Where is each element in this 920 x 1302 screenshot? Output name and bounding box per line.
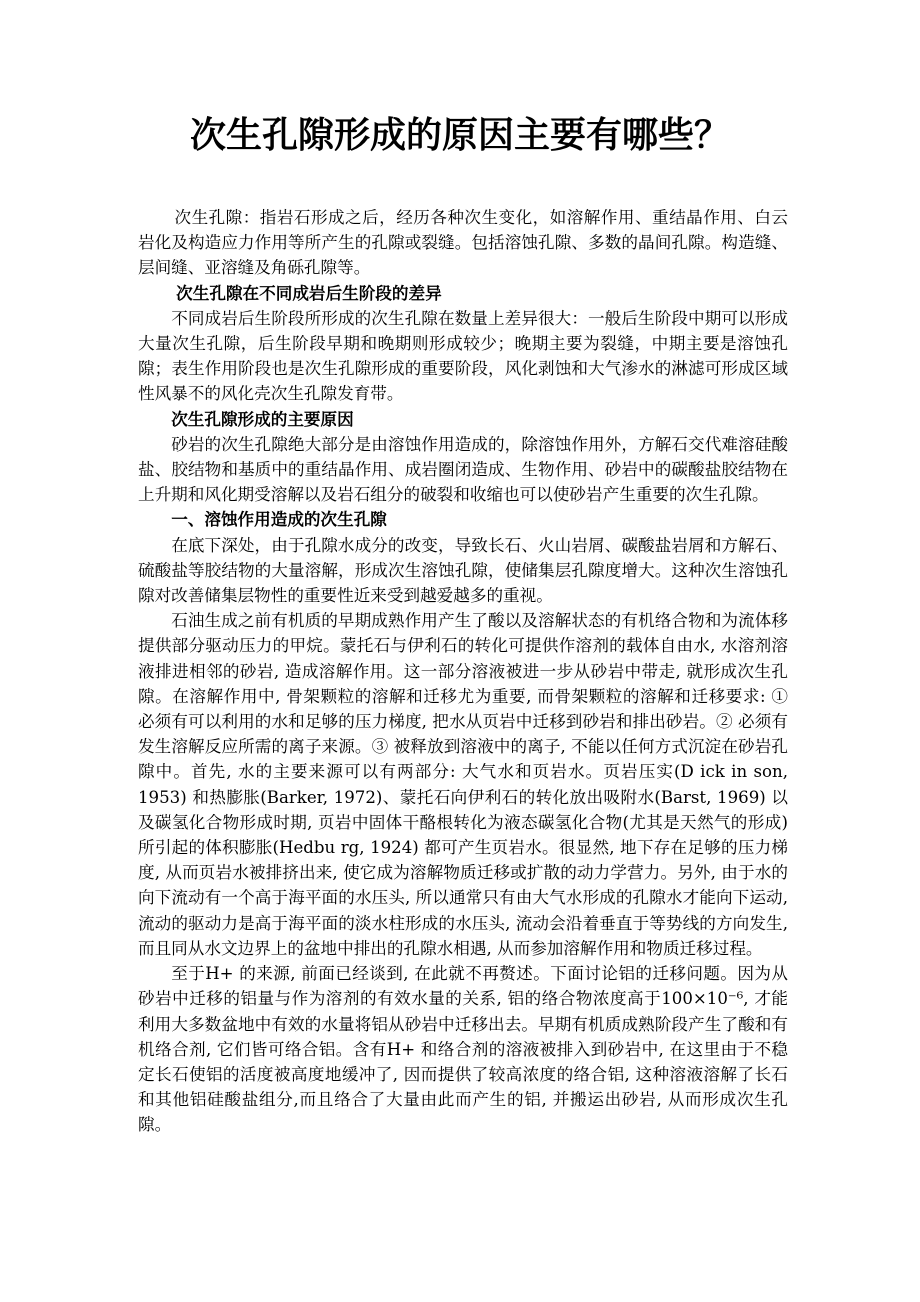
- document-body: [138, 205, 788, 1138]
- paragraph-dissolution-2: 石油生成之前有机质的早期成熟作用产生了酸以及溶解状态的有机络合物和为流体移提供部分驱动压力的甲烷。蒙托石与伊利石的转化可提供作溶剂的载体自由水, 水溶剂溶液排进相邻的砂岩, 造成溶解作用。这一部分溶液被进一步从砂岩中带走, 就形成次生孔隙。在溶解作用中, 骨架颗粒的溶解和迁移尤为重要, 而骨架颗粒的溶解和迁移要求: ① 必须有可以利用的水和足够的压力梯度, 把水从页岩中迁移到砂岩和排出砂岩。② 必须有发生溶解反应所需的离子来源。③ 被释放到溶液中的离子, 不能以任何方式沉淀在砂岩孔隙中。首先, 水的主要来源可以有两部分: 大气水和页岩水。页岩压实(D ick in son, 1953) 和热膨胀(Barker, 1972)、蒙托石向伊利石的转化放出吸附水(Barst, 1969) 以及碳氢化合物形成时期, 页岩中固体干酪根转化为液态碳氢化合物(尤其是天然气的形成) 所引起的体积膨胀(Hedbu rg, 1924) 都可产生页岩水。很显然, 地下存在足够的压力梯度, 从而页岩水被排挤出来, 使它成为溶解物质迁移或扩散的动力学营力。另外, 由于水的向下流动有一个高于海平面的水压头, 所以通常只有由大气水形成的孔隙水才能向下运动, 流动的驱动力是高于海平面的淡水柱形成的水压头, 流动会沿着垂直于等势线的方向发生, 而且同从水文边界上的盆地中排出的孔隙水相遇, 从而参加溶解作用和物质迁移过程。: [138, 611, 788, 958]
- section-heading-dissolution: 一、溶蚀作用造成的次生孔隙: [171, 510, 387, 530]
- page-title: 次生孔隙形成的原因主要有哪些？: [189, 115, 730, 156]
- paragraph-stage-differences: 不同成岩后生阶段所形成的次生孔隙在数量上差异很大：一般后生阶段中期可以形成大量次生孔隙，后生阶段早期和晚期则形成较少；晚期主要为裂缝，中期主要是溶蚀孔隙；表生作用阶段也是次生孔隙形成的重要阶段，风化剥蚀和大气渗水的淋滤可形成区域性风暴不的风化壳次生孔隙发育带。: [138, 308, 788, 404]
- paragraph-main-causes: 砂岩的次生孔隙绝大部分是由溶蚀作用造成的，除溶蚀作用外，方解石交代难溶硅酸盐、胶结物和基质中的重结晶作用、成岩圈闭造成、生物作用、砂岩中的碳酸盐胶结物在上升期和风化期受溶解以及岩石组分的破裂和收缩也可以使砂岩产生重要的次生孔隙。: [138, 434, 788, 505]
- section-heading-main-causes: 次生孔隙形成的主要原因: [171, 409, 354, 429]
- section-heading-stage-differences: 次生孔隙在不同成岩后生阶段的差异: [176, 283, 442, 303]
- paragraph-dissolution-3: 至于H+ 的来源, 前面已经谈到, 在此就不再赘述。下面讨论铝的迁移问题。因为从砂岩中迁移的铝量与作为溶剂的有效水量的关系, 铝的络合物浓度高于100×10⁻⁶, 才能利用大多数盆地中有效的水量将铝从砂岩中迁移出去。早期有机质成熟阶段产生了酸和有机络合剂, 它们皆可络合铝。含有H+ 和络合剂的溶液被排入到砂岩中, 在这里由于不稳定长石使铝的活度被高度地缓冲了, 因而提供了较高浓度的络合铝, 这种溶液溶解了长石和其他铝硅酸盐组分,而且络合了大量由此而产生的铝, 并搬运出砂岩, 从而形成次生孔隙。: [138, 964, 788, 1135]
- paragraph-dissolution-1: 在底下深处，由于孔隙水成分的改变，导致长石、火山岩屑、碳酸盐岩屑和方解石、硫酸盐等胶结物的大量溶解，形成次生溶蚀孔隙，使储集层孔隙度增大。这种次生溶蚀孔隙对改善储集层物性的重要性近来受到越爱越多的重视。: [138, 535, 788, 606]
- intro-paragraph: 次生孔隙：指岩石形成之后，经历各种次生变化，如溶解作用、重结晶作用、白云岩化及构造应力作用等所产生的孔隙或裂缝。包括溶蚀孔隙、多数的晶间孔隙。构造缝、层间缝、亚溶缝及角砾孔隙等。: [138, 208, 788, 278]
